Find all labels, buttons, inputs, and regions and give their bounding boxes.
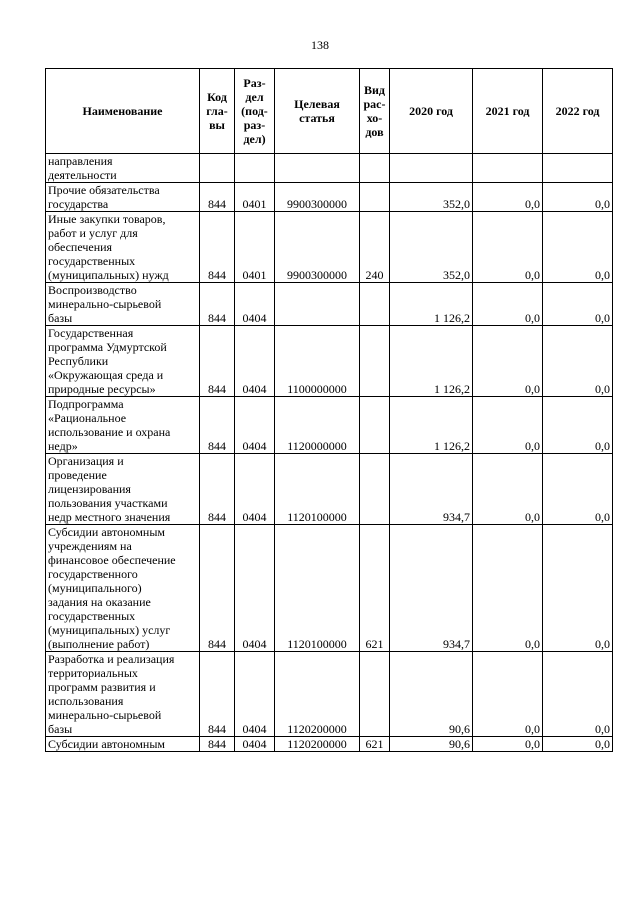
cell-statya: 1120100000 bbox=[275, 525, 360, 652]
cell-vid bbox=[360, 183, 390, 212]
cell-2020: 1 126,2 bbox=[390, 397, 473, 454]
header-name: Наименование bbox=[46, 69, 200, 154]
cell-2020: 90,6 bbox=[390, 737, 473, 752]
cell-kod: 844 bbox=[200, 525, 235, 652]
header-kod: Код гла- вы bbox=[200, 69, 235, 154]
table-row bbox=[46, 525, 613, 652]
cell-vid bbox=[360, 154, 390, 183]
table-row bbox=[46, 326, 613, 397]
cell-razdel: 0404 bbox=[235, 397, 275, 454]
cell-razdel: 0404 bbox=[235, 652, 275, 737]
cell-kod bbox=[200, 154, 235, 183]
cell-2020: 352,0 bbox=[390, 212, 473, 283]
cell-2022: 0,0 bbox=[543, 183, 613, 212]
cell-2022: 0,0 bbox=[543, 737, 613, 752]
cell-2021: 0,0 bbox=[473, 652, 543, 737]
cell-2022: 0,0 bbox=[543, 525, 613, 652]
table-row bbox=[46, 154, 613, 183]
table-row bbox=[46, 397, 613, 454]
cell-vid bbox=[360, 283, 390, 326]
cell-statya: 1120200000 bbox=[275, 737, 360, 752]
cell-2020: 934,7 bbox=[390, 454, 473, 525]
cell-2020: 1 126,2 bbox=[390, 283, 473, 326]
cell-razdel bbox=[235, 154, 275, 183]
cell-razdel: 0401 bbox=[235, 212, 275, 283]
cell-statya bbox=[275, 154, 360, 183]
cell-2022: 0,0 bbox=[543, 652, 613, 737]
cell-2022: 0,0 bbox=[543, 283, 613, 326]
header-2020: 2020 год bbox=[390, 69, 473, 154]
cell-vid bbox=[360, 652, 390, 737]
cell-2020: 934,7 bbox=[390, 525, 473, 652]
cell-statya bbox=[275, 283, 360, 326]
page-number: 138 bbox=[311, 38, 329, 52]
cell-kod: 844 bbox=[200, 283, 235, 326]
cell-2022: 0,0 bbox=[543, 454, 613, 525]
cell-statya: 1120000000 bbox=[275, 397, 360, 454]
table-header-row bbox=[46, 69, 613, 154]
cell-kod: 844 bbox=[200, 212, 235, 283]
cell-2020 bbox=[390, 154, 473, 183]
cell-statya: 1120200000 bbox=[275, 652, 360, 737]
cell-name: Субсидии автономным bbox=[46, 737, 200, 752]
cell-vid: 240 bbox=[360, 212, 390, 283]
cell-kod: 844 bbox=[200, 326, 235, 397]
table-row bbox=[46, 283, 613, 326]
cell-name: Государственная программа Удмуртской Республики «Окружающая среда и природные ресурсы» bbox=[46, 326, 200, 397]
cell-2021: 0,0 bbox=[473, 183, 543, 212]
cell-razdel: 0404 bbox=[235, 737, 275, 752]
cell-2021 bbox=[473, 154, 543, 183]
header-statya: Целевая статья bbox=[275, 69, 360, 154]
header-2022: 2022 год bbox=[543, 69, 613, 154]
cell-2020: 1 126,2 bbox=[390, 326, 473, 397]
cell-vid bbox=[360, 397, 390, 454]
cell-2021: 0,0 bbox=[473, 525, 543, 652]
cell-2022: 0,0 bbox=[543, 326, 613, 397]
cell-2020: 90,6 bbox=[390, 652, 473, 737]
cell-razdel: 0404 bbox=[235, 525, 275, 652]
cell-2021: 0,0 bbox=[473, 454, 543, 525]
cell-name: Организация и проведение лицензирования пользования участками недр местного значения bbox=[46, 454, 200, 525]
cell-2021: 0,0 bbox=[473, 212, 543, 283]
budget-table bbox=[45, 68, 613, 752]
cell-razdel: 0404 bbox=[235, 283, 275, 326]
cell-statya: 1120100000 bbox=[275, 454, 360, 525]
cell-name: Субсидии автономным учреждениям на финансовое обеспечение государственного (муниципального) задания на оказание государственных (муниципальных) услуг (выполнение работ) bbox=[46, 525, 200, 652]
cell-vid: 621 bbox=[360, 737, 390, 752]
cell-2020: 352,0 bbox=[390, 183, 473, 212]
cell-vid bbox=[360, 454, 390, 525]
cell-2021: 0,0 bbox=[473, 326, 543, 397]
cell-razdel: 0404 bbox=[235, 326, 275, 397]
cell-name: Подпрограмма «Рациональное использование и охрана недр» bbox=[46, 397, 200, 454]
cell-2021: 0,0 bbox=[473, 283, 543, 326]
cell-name: направления деятельности bbox=[46, 154, 200, 183]
table-row bbox=[46, 212, 613, 283]
table-row bbox=[46, 454, 613, 525]
table-row bbox=[46, 183, 613, 212]
table-row bbox=[46, 737, 613, 752]
cell-razdel: 0404 bbox=[235, 454, 275, 525]
cell-2022 bbox=[543, 154, 613, 183]
cell-vid bbox=[360, 326, 390, 397]
cell-kod: 844 bbox=[200, 652, 235, 737]
cell-2021: 0,0 bbox=[473, 737, 543, 752]
cell-name: Иные закупки товаров, работ и услуг для обеспечения государственных (муниципальных) нужд bbox=[46, 212, 200, 283]
cell-name: Разработка и реализация территориальных программ развития и использования минерально-сырьевой базы bbox=[46, 652, 200, 737]
cell-kod: 844 bbox=[200, 183, 235, 212]
cell-statya: 9900300000 bbox=[275, 183, 360, 212]
cell-kod: 844 bbox=[200, 397, 235, 454]
cell-name: Воспроизводство минерально-сырьевой базы bbox=[46, 283, 200, 326]
cell-statya: 1100000000 bbox=[275, 326, 360, 397]
cell-razdel: 0401 bbox=[235, 183, 275, 212]
cell-vid: 621 bbox=[360, 525, 390, 652]
cell-kod: 844 bbox=[200, 454, 235, 525]
cell-2022: 0,0 bbox=[543, 397, 613, 454]
cell-statya: 9900300000 bbox=[275, 212, 360, 283]
cell-2022: 0,0 bbox=[543, 212, 613, 283]
header-2021: 2021 год bbox=[473, 69, 543, 154]
cell-kod: 844 bbox=[200, 737, 235, 752]
cell-name: Прочие обязательства государства bbox=[46, 183, 200, 212]
header-razdel: Раз- дел (под- раз- дел) bbox=[235, 69, 275, 154]
cell-2021: 0,0 bbox=[473, 397, 543, 454]
header-vid: Вид рас- хо- дов bbox=[360, 69, 390, 154]
table-row bbox=[46, 652, 613, 737]
